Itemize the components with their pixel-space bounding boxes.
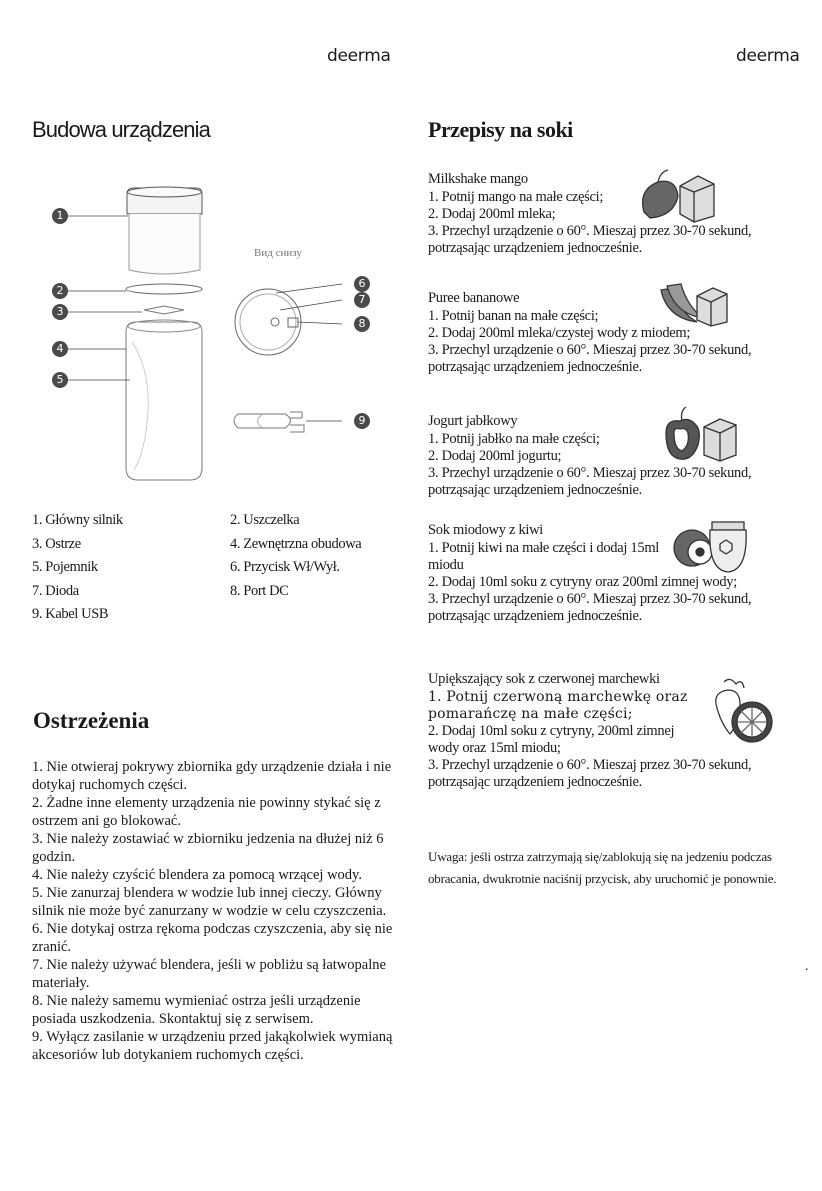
part-label: 1. Główny silnik [32, 512, 123, 529]
recipe-step: 1. Potnij czerwoną marchewkę oraz pomarańczę na małe części; [428, 689, 688, 722]
recipe-step: 2. Dodaj 10ml soku z cytryny, 200ml zimnej wody oraz 15ml miodu; [428, 723, 675, 756]
recipe-step: 2. Dodaj 200ml mleka/czystej wody z miodem; [428, 325, 691, 341]
parts-row [32, 580, 402, 604]
callout-9: 9 [354, 413, 370, 429]
callout-1: 1 [52, 208, 68, 224]
callout-7: 7 [354, 292, 370, 308]
warnings-list [32, 758, 394, 1064]
recipe-apple-yogurt [428, 413, 808, 499]
part-label: 8. Port DC [230, 582, 289, 599]
warning-item: 4. Nie należy czyścić blendera za pomocą wrzącej wody. [32, 867, 362, 883]
recipe-title: Sok miodowy z kiwi [428, 522, 544, 538]
apple-icon [660, 405, 742, 465]
part-label: 6. Przycisk Wł/Wył. [230, 559, 340, 576]
blade-drawing [144, 306, 184, 314]
recipe-title: Puree bananowe [428, 290, 520, 306]
callout-5: 5 [52, 372, 68, 388]
callout-6: 6 [354, 276, 370, 292]
note: Uwaga: jeśli ostrza zatrzymają się/zablokują się na jedzeniu podczas obracania, dwukrotnie naciśnij przycisk, aby uruchomić je ponownie. [428, 849, 777, 886]
recipe-mango-milkshake [428, 171, 808, 257]
gasket-drawing [126, 284, 202, 294]
container-drawing [126, 322, 202, 480]
warning-item: 1. Nie otwieraj pokrywy zbiornika gdy urządzenie działa i nie dotykaj ruchomych części. [32, 759, 392, 793]
warning-item: 7. Nie należy używać blendera, jeśli w pobliżu są łatwopalne materiały. [32, 957, 386, 991]
parts-row [32, 533, 402, 557]
part-label: 7. Dioda [32, 582, 79, 599]
callout-4: 4 [52, 341, 68, 357]
recipe-step: 1. Potnij kiwi na małe części i dodaj 15ml miodu [428, 540, 660, 573]
warning-item: 8. Nie należy samemu wymieniać ostrza jeśli urządzenie posiada uszkodzenia. Skontaktuj się z serwisem. [32, 993, 361, 1027]
warning-item: 9. Wyłącz zasilanie w urządzeniu przed jakąkolwiek wymianą akcesoriów lub dotykaniem ruchomych części. [32, 1029, 393, 1063]
callout-3: 3 [52, 304, 68, 320]
recipe-title: Upiększający sok z czerwonej marchewki [428, 671, 660, 687]
part-label: 9. Kabel USB [32, 606, 109, 623]
recipe-step: 3. Przechyl urządzenie o 60°. Mieszaj przez 30-70 sekund, potrząsając urządzeniem jednocześnie. [428, 591, 752, 624]
warning-item: 3. Nie należy zostawiać w zbiorniku jedzenia na dłużej niż 6 godzin. [32, 831, 384, 865]
device-diagram [30, 170, 410, 490]
recipe-step: 1. Potnij mango na małe części; [428, 189, 604, 205]
part-label: 2. Uszczelka [230, 512, 300, 529]
parts-row [32, 556, 402, 580]
recipe-step: 2. Dodaj 200ml jogurtu; [428, 448, 562, 464]
recipe-title: Milkshake mango [428, 171, 528, 187]
parts-list [32, 509, 402, 627]
part-label: 5. Pojemnik [32, 559, 98, 576]
mango-icon [636, 166, 718, 224]
device-structure-heading: Budowa urządzenia [32, 117, 210, 142]
part-label: 3. Ostrze [32, 535, 81, 552]
part-label: 4. Zewnętrzna obudowa [230, 535, 362, 552]
recipe-step: 2. Dodaj 10ml soku z cytryny oraz 200ml zimnej wody; [428, 574, 737, 590]
recipe-banana-puree [428, 290, 808, 376]
brand-logo-right: deerma [736, 46, 800, 66]
warning-item: 2. Żadne inne elementy urządzenia nie powinny stykać się z ostrzem ani go blokować. [32, 795, 381, 829]
carrot-orange-icon [710, 674, 776, 748]
recipe-step: 3. Przechyl urządzenie o 60°. Mieszaj przez 30-70 sekund, potrząsając urządzeniem jednocześnie. [428, 342, 752, 375]
parts-row [32, 509, 402, 533]
recipe-step: 3. Przechyl urządzenie o 60°. Mieszaj przez 30-70 sekund, potrząsając urządzeniem jednocześnie. [428, 465, 752, 498]
warning-item: 6. Nie dotykaj ostrza rękoma podczas czyszczenia, aby się nie zranić. [32, 921, 393, 955]
warnings-heading: Ostrzeżenia [33, 708, 150, 733]
recipe-title: Jogurt jabłkowy [428, 413, 518, 429]
recipe-step: 1. Potnij jabłko na małe części; [428, 431, 600, 447]
recipe-step: 3. Przechyl urządzenie o 60°. Mieszaj przez 30-70 sekund, potrząsając urządzeniem jednocześnie. [428, 757, 752, 790]
bottom-view-label: Вид снизу [254, 247, 302, 259]
stray-mark: . [805, 959, 809, 974]
banana-icon [657, 278, 731, 328]
recipe-kiwi-honey-juice [428, 522, 808, 625]
juice-recipes-heading: Przepisy na soki [428, 117, 573, 142]
recipe-step: 3. Przechyl urządzenie o 60°. Mieszaj przez 30-70 sekund, potrząsając urządzeniem jednocześnie. [428, 223, 752, 256]
brand-logo-left: deerma [327, 46, 391, 66]
callout-2: 2 [52, 283, 68, 299]
recipe-step: 2. Dodaj 200ml mleka; [428, 206, 556, 222]
recipe-step: 1. Potnij banan na małe części; [428, 308, 599, 324]
bottom-view-drawing [235, 289, 301, 355]
callout-8: 8 [354, 316, 370, 332]
kiwi-honey-icon [670, 510, 750, 576]
parts-row [32, 603, 402, 627]
usb-cable-drawing [234, 414, 291, 428]
warning-item: 5. Nie zanurzaj blendera w wodzie lub innej cieczy. Główny silnik nie może być zanurzany w wodzie w celu czyszczenia. [32, 885, 387, 919]
